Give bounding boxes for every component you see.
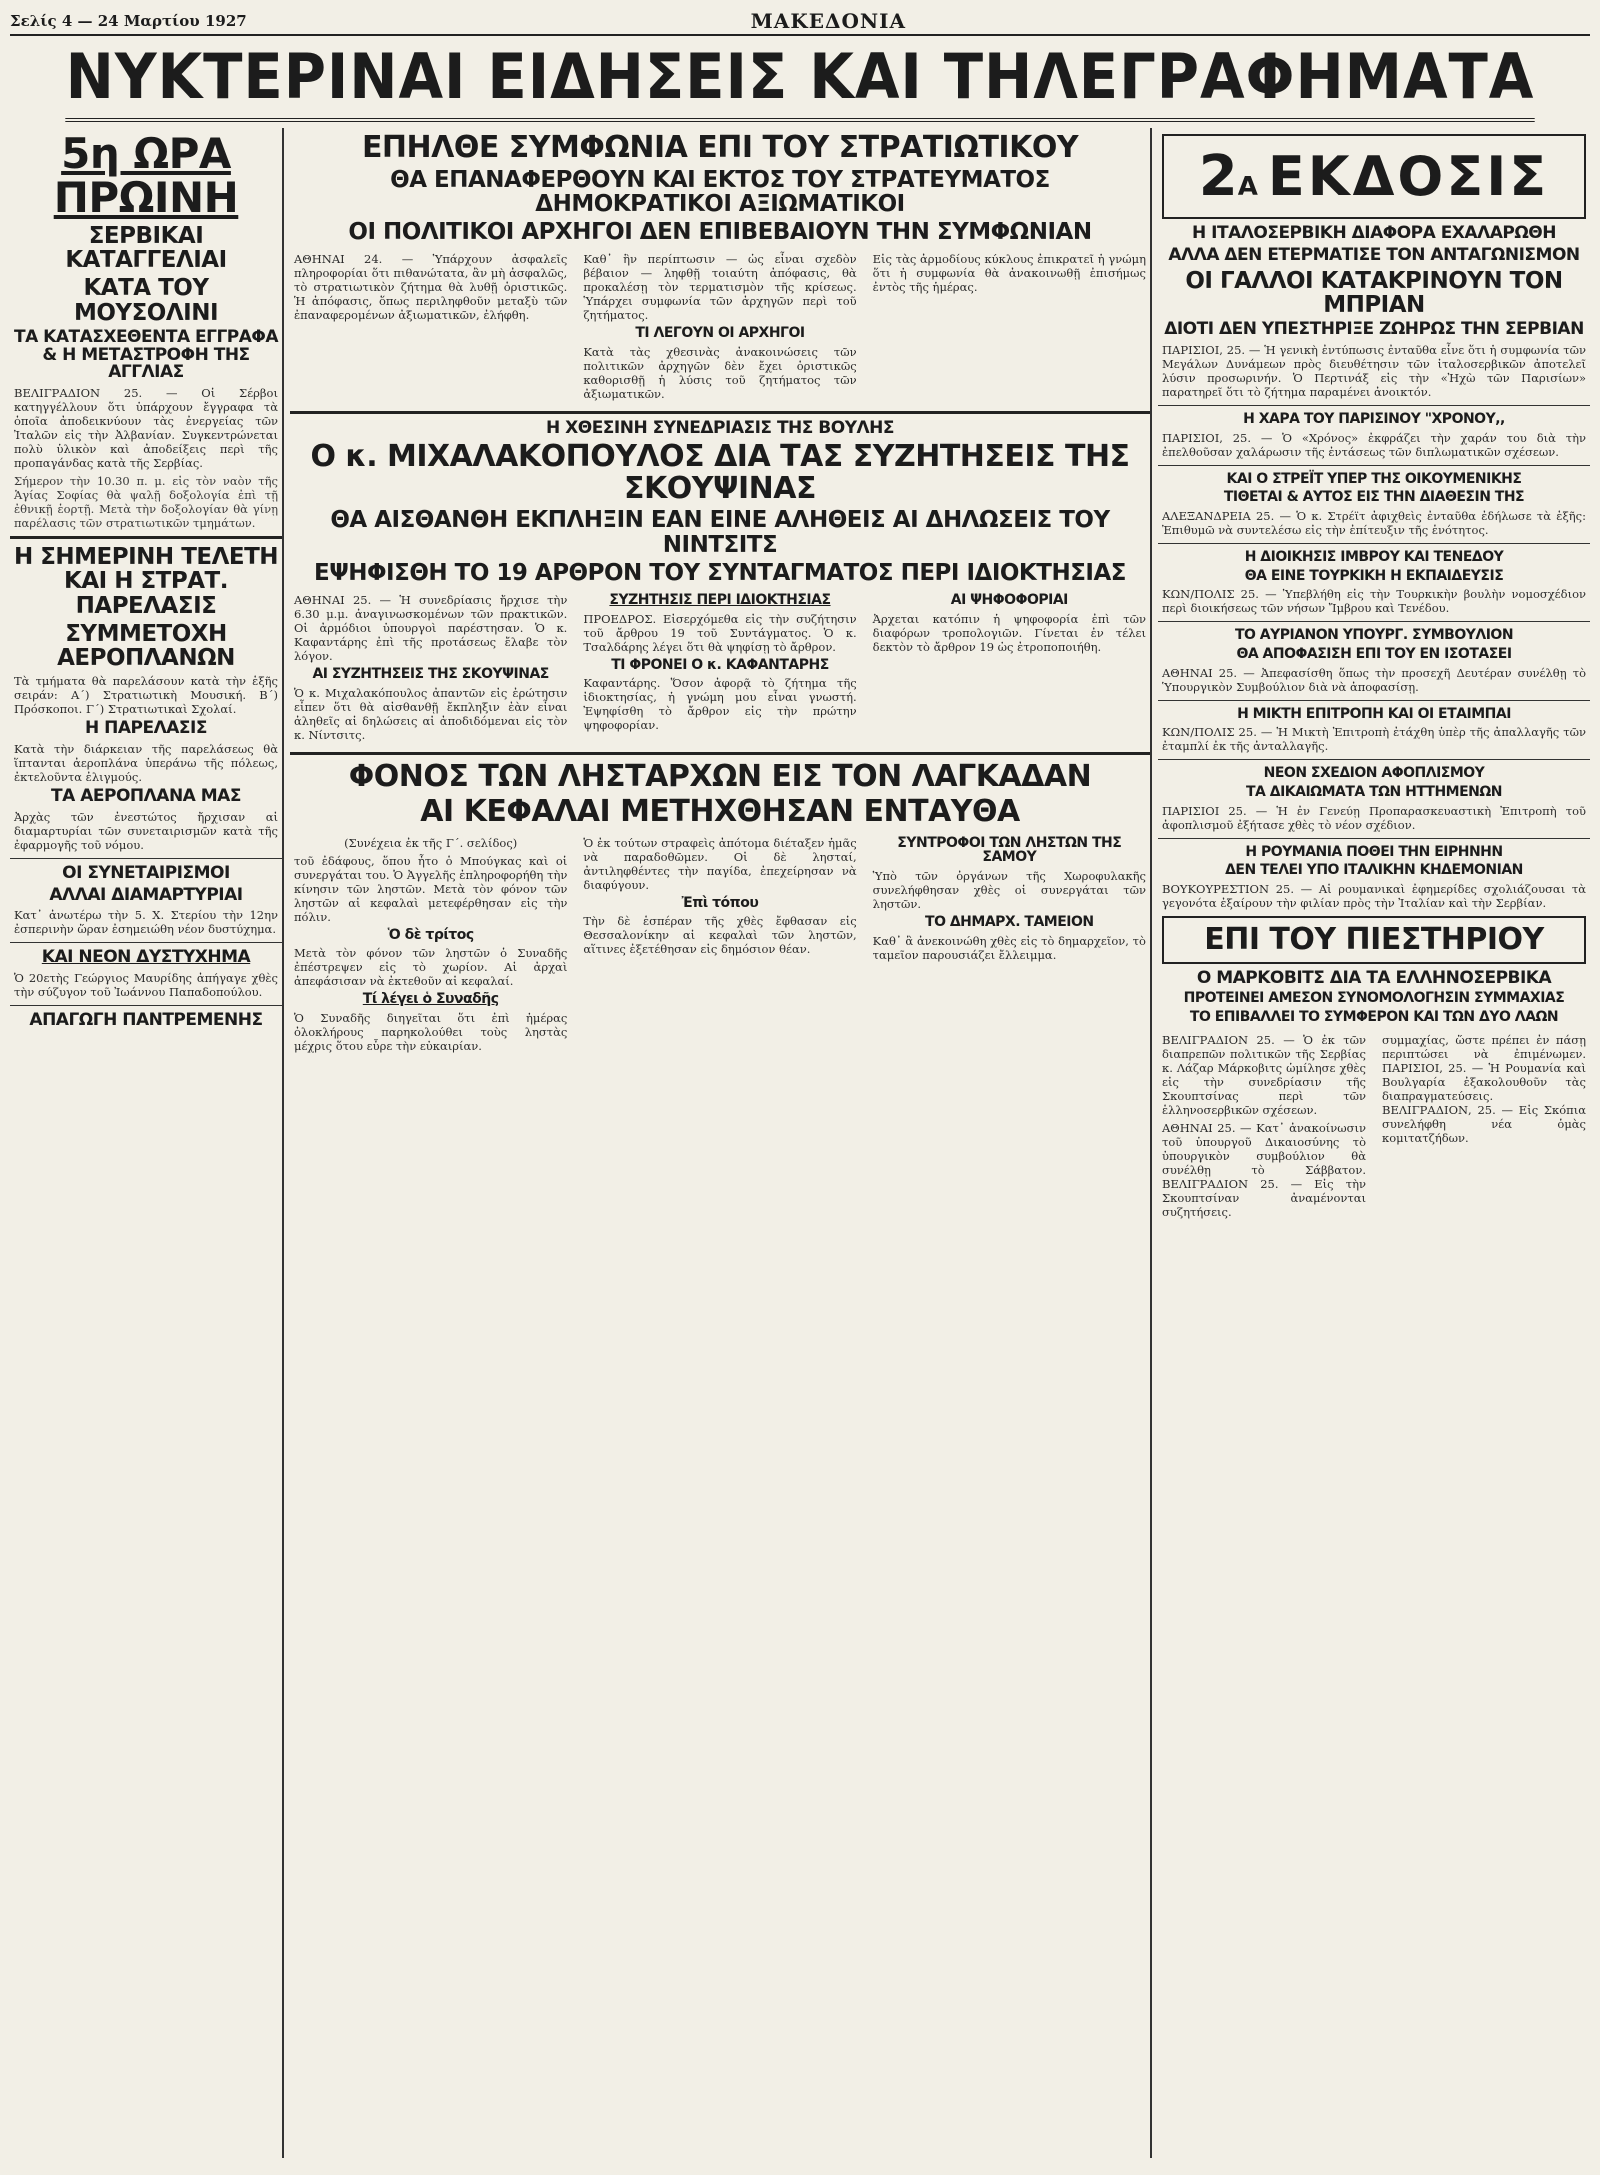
article-columns (290, 248, 1150, 405)
article-text: Ἀρχεται κατόπιν ἡ ψηφοφορία ἐπὶ τῶν διαφόρων τροπολογιῶν. Γίνεται ἐν τέλει δεκτὸν τὸ ἄρθρον 19 ὡς ἐτροποποιήθη. (872, 611, 1146, 654)
article-text: ΠΑΡΙΣΙΟΙ, 25. — Ἡ γενικὴ ἐντύπωσις ἐνταῦθα εἶνε ὅτι ἡ συμφωνία τῶν Μεγάλων Δυνάμεων πρὸς διευθέτησιν τῶν ἰταλοσερβικῶν ἀποτελεῖ λύσιν προσωρινήν. Ὁ Περτινάξ εἰς τὴν «Ἠχὼ τῶν Παρισίων» παρατηρεῖ ὅτι τὸ ζήτημα παραμένει ἀνοικτόν. (1162, 342, 1586, 399)
subheadline: ΤΙΘΕΤΑΙ & ΑΥΤΟΣ ΕΙΣ ΤΗΝ ΔΙΑΘΕΣΙΝ ΤΗΣ (1223, 489, 1525, 506)
headline: Η ΔΙΟΙΚΗΣΙΣ ΙΜΒΡΟΥ ΚΑΙ ΤΕΝΕΔΟΥ (1244, 548, 1504, 565)
subheadline: Τί λέγει ὁ Συναδῆς (362, 991, 499, 1008)
article-text: ΑΘΗΝΑΙ 25. — Ἀπεφασίσθη ὅπως τὴν προσεχῆ Δευτέραν συνέλθῃ τὸ Ὑπουργικὸν Συμβούλιον διὰ νὰ ἀποφασίσῃ. (1162, 665, 1586, 694)
article-text: Τὴν δὲ ἑσπέραν τῆς χθὲς ἔφθασαν εἰς Θεσσαλονίκην αἱ κεφαλαὶ τῶν ληστῶν, αἵτινες ἐξετέθησαν εἰς δημόσιον θέαν. (583, 914, 857, 957)
headline: ΚΑΙ Ο ΣΤΡΕΪΤ ΥΠΕΡ ΤΗΣ ΟΙΚΟΥΜΕΝΙΚΗΣ (1226, 470, 1522, 487)
divider (1158, 700, 1590, 701)
headline: Ο ΜΑΡΚΟΒΙΤΣ ΔΙΑ ΤΑ ΕΛΛΗΝΟΣΕΡΒΙΚΑ (1196, 967, 1552, 988)
article-text: Ὁ Συναδῆς διηγεῖται ὅτι ἐπὶ ἡμέρας ὀλοκλήρους παρηκολούθει τοὺς ληστὰς μέχρις ὅτου εὗρε τὴν εὐκαιρίαν. (294, 1010, 568, 1053)
divider (10, 858, 282, 859)
headline: Ο κ. ΜΙΧΑΛΑΚΟΠΟΥΛΟΣ ΔΙΑ ΤΑΣ ΣΥΖΗΤΗΣΕΙΣ ΤΗΣ ΣΚΟΥΨΙΝΑΣ (310, 439, 1130, 506)
article-text: Καθ᾽ ἃ ἀνεκοινώθη χθὲς εἰς τὸ δημαρχεῖον, τὸ ταμεῖον παρουσιάζει ἔλλειμμα. (872, 933, 1146, 962)
divider (1158, 405, 1590, 406)
subheadline: ΣΥΝΤΡΟΦΟΙ ΤΩΝ ΛΗΣΤΩΝ ΤΗΣ ΣΑΜΟΥ (897, 834, 1122, 866)
subheadline: ΔΕΝ ΤΕΛΕΙ ΥΠΟ ΙΤΑΛΙΚΗΝ ΚΗΔΕΜΟΝΙΑΝ (1225, 862, 1523, 879)
article-text: ΠΑΡΙΣΙΟΙ 25. — Ἡ ἐν Γενεύῃ Προπαρασκευαστικὴ Ἐπιτροπὴ τοῦ ἀφοπλισμοῦ ἐξήτασε χθὲς τὸ νέον σχέδιον. (1162, 803, 1586, 832)
subheadline: ΣΥΖΗΤΗΣΙΣ ΠΕΡΙ ΙΔΙΟΚΤΗΣΙΑΣ (609, 591, 831, 608)
article-text: Ὑπὸ τῶν ὀργάνων τῆς Χωροφυλακῆς συνελήφθησαν χθὲς οἱ συνεργάται τῶν ληστῶν. (872, 868, 1146, 911)
headline: ΣΥΜΜΕΤΟΧΗ ΑΕΡΟΠΛΑΝΩΝ (57, 620, 235, 671)
headline: Η ΡΟΥΜΑΝΙΑ ΠΟΘΕΙ ΤΗΝ ΕΙΡΗΝΗΝ (1245, 843, 1503, 860)
subheadline: ΘΑ ΑΠΟΦΑΣΙΣΗ ΕΠΙ ΤΟΥ ΕΝ ΙΣΟΤΑΣΕΙ (1236, 645, 1512, 662)
article-text: ΑΘΗΝΑΙ 25. — Κατ᾽ ἀνακοίνωσιν τοῦ ὑπουργοῦ Δικαιοσύνης τὸ ὑπουργικὸν συμβούλιον θὰ συνέλθῃ τὸ Σάββατον. ΒΕΛΙΓΡΑΔΙΟΝ 25. — Εἰς τὴν Σκουπτσίναν ἀναμένονται συζητήσεις. (1162, 1120, 1366, 1219)
subheadline: ΤΟ ΔΗΜΑΡΧ. ΤΑΜΕΙΟΝ (925, 913, 1094, 930)
article-text: Τὰ τμήματα θὰ παρελάσουν κατὰ τὴν ἑξῆς σειράν: Α΄) Στρατιωτικὴ Μουσική. Β΄) Πρόσκοποι. Γ΄) Στρατιωτικαὶ Σχολαί. (14, 673, 278, 716)
continuation-note: (Συνέχεια ἐκ τῆς Γ΄. σελίδος) (344, 835, 518, 850)
article-text: ΚΩΝ/ΠΟΛΙΣ 25. — Ἡ Μικτὴ Ἐπιτροπὴ ἐτάχθη ὑπὲρ τῆς ἀπαλλαγῆς τῶν ἐταμπλί ἐκ τῆς ἀνταλλαγῆς. (1162, 725, 1586, 754)
divider (1158, 838, 1590, 839)
article-text: Ὁ 20ετὴς Γεώργιος Μαυρίδης ἀπήγαγε χθὲς τὴν σύζυγον τοῦ Ἰωάννου Παπαδοπούλου. (14, 971, 278, 1000)
headline: ΑΛΛΑ ΔΕΝ ΕΤΕΡΜΑΤΙΣΕ ΤΟΝ ΑΝΤΑΓΩΝΙΣΜΟΝ (1168, 244, 1580, 265)
headline: ΕΠΗΛΘΕ ΣΥΜΦΩΝΙΑ ΕΠΙ ΤΟΥ ΣΤΡΑΤΙΩΤΙΚΟΥ (361, 130, 1079, 165)
kicker: Η ΧΘΕΣΙΝΗ ΣΥΝΕΔΡΙΑΣΙΣ ΤΗΣ ΒΟΥΛΗΣ (545, 417, 895, 438)
subheadline: ΤΙ ΛΕΓΟΥΝ ΟΙ ΑΡΧΗΓΟΙ (635, 324, 805, 341)
article-text: ΒΟΥΚΟΥΡΕΣΤΙΟΝ 25. — Αἱ ρουμανικαὶ ἐφημερίδες σχολιάζουσαι τὰ γεγονότα ἐξαίρουν τὴν φιλίαν πρὸς τὴν Ἰταλίαν καὶ τὴν Σερβίαν. (1162, 882, 1586, 911)
article-columns (1158, 1029, 1590, 1223)
article-text: Ἀρχὰς τῶν ἐνεστώτος ἤρχισαν αἱ διαμαρτυρίαι τῶν συνεταιρισμῶν κατὰ τῆς ἐφαρμογῆς τοῦ νόμου. (14, 809, 278, 852)
subheadline: Ἐπὶ τόπου (681, 894, 759, 911)
subheadline: ΤΑ ΔΙΚΑΙΩΜΑΤΑ ΤΩΝ ΗΤΤΗΜΕΝΩΝ (1245, 784, 1503, 800)
subheadline: ΘΑ ΕΙΝΕ ΤΟΥΡΚΙΚΗ Η ΕΚΠΑΙΔΕΥΣΙΣ (1244, 567, 1504, 584)
article-text: Σήμερον τὴν 10.30 π. μ. εἰς τὸν ναὸν τῆς Ἁγίας Σοφίας θὰ ψαλῇ δοξολογία ἐπὶ τῇ ἐθνικῇ ἑορτῇ. Μετὰ τὴν δοξολογίαν θὰ γίνῃ παρέλασις τῶν στρατιωτικῶν τμημάτων. (14, 474, 278, 531)
article-text: Κατ᾽ ἀνωτέρω τὴν 5. Χ. Στερίου τὴν 12ην ἐσπερινὴν ὥραν ἐσημειώθη νέον δυστύχημα. (14, 908, 278, 937)
left-column (10, 128, 284, 2158)
masthead-strip (10, 8, 1590, 36)
article-text: ΠΑΡΙΣΙΟΙ, 25. — Ὁ «Χρόνος» ἐκφράζει τὴν χαράν του διὰ τὴν ἐπελθοῦσαν χαλάρωσιν τῆς ἐντάσεως τῶν διπλωματικῶν σχέσεων. (1162, 430, 1586, 459)
right-column (1158, 128, 1590, 2158)
divider (10, 942, 282, 943)
article-text: ΑΘΗΝΑΙ 24. — Ὑπάρχουν ἀσφαλεῖς πληροφορίαι ὅτι πιθανώτατα, ἂν μὴ ἀσφαλῶς, τὸ στρατιωτικὸν ζήτημα θὰ λυθῇ ὁριστικῶς. Ἡ ἀπόφασις, ὅπως περιληφθοῦν μεταξὺ τῶν ἐπαναφερομένων ἀξιωματικῶν, ἐλήφθη. (294, 251, 568, 322)
headline: Η ΙΤΑΛΟΣΕΡΒΙΚΗ ΔΙΑΦΟΡΑ ΕΧΑΛΑΡΩΘΗ (1192, 223, 1556, 243)
subheadline: Η ΠΑΡΕΛΑΣΙΣ (85, 717, 207, 738)
article-text: Εἰς τὰς ἀρμοδίους κύκλους ἐπικρατεῖ ἡ γνώμη ὅτι ἡ συμφωνία θὰ ἀνακοινωθῇ ἐπισήμως ἐντὸς τῆς ἡμέρας. (872, 251, 1146, 294)
headline: ΕΠΙ ΤΟΥ ΠΙΕΣΤΗΡΙΟΥ (1204, 922, 1544, 958)
article-text: ΚΩΝ/ΠΟΛΙΣ 25. — Ὑπεβλήθη εἰς τὴν Τουρκικὴν βουλὴν νομοσχέδιον περὶ διοικήσεως τῶν νήσων Ἴμβρου καὶ Τενέδου. (1162, 587, 1586, 616)
headline: ΔΙΟΤΙ ΔΕΝ ΥΠΕΣΤΗΡΙΞΕ ΖΩΗΡΩΣ ΤΗΝ ΣΕΡΒΙΑΝ (1164, 318, 1584, 339)
press-box (1162, 916, 1586, 964)
headline: ΑΠΑΓΩΓΗ ΠΑΝΤΡΕΜΕΝΗΣ (29, 1010, 263, 1031)
subheadline: ΤΟ ΕΠΙΒΑΛΛΕΙ ΤΟ ΣΥΜΦΕΡΟΝ ΚΑΙ ΤΩΝ ΔΥΟ ΛΑΩΝ (1189, 1009, 1559, 1026)
edition-box (1162, 134, 1586, 219)
article-text: Ὁ κ. Μιχαλακόπουλος ἀπαντῶν εἰς ἐρώτησιν εἶπεν ὅτι θὰ αἰσθανθῇ ἔκπληξιν ἐὰν εἶναι ἀληθεῖς αἱ δηλώσεις αἱ ἀποδιδόμεναι εἰς τὸν κ. Νίντσιτς. (294, 685, 568, 742)
headline: ΑΛΛΑΙ ΔΙΑΜΑΡΤΥΡΙΑΙ (49, 884, 243, 905)
article-text: ΒΕΛΙΓΡΑΔΙΟΝ 25. — Ὁ ἐκ τῶν διαπρεπῶν πολιτικῶν τῆς Σερβίας κ. Λάζαρ Μάρκοβιτς ὡμίλησε χθὲς εἰς τὴν συνεδρίασιν τῆς Σκουπτσίνας περὶ τῶν ἑλληνοσερβικῶν σχέσεων. (1162, 1032, 1366, 1117)
article-text: Ὁ ἐκ τούτων στραφεὶς ἀπότομα διέταξεν ἡμᾶς νὰ παραδοθῶμεν. Οἱ δὲ λησταί, ἀντιληφθέντες τὴν παγίδα, ἐπεχείρησαν νὰ διαφύγουν. (583, 835, 857, 892)
section-banner: ΝΥΚΤΕΡΙΝΑΙ ΕΙΔΗΣΕΙΣ ΚΑΙ ΤΗΛΕΓΡΑΦΗΜΑΤΑ (65, 36, 1534, 122)
divider (1158, 543, 1590, 544)
headline: ΚΑΤΑ ΤΟΥ ΜΟΥΣΟΛΙΝΙ (73, 275, 219, 326)
divider (1158, 759, 1590, 760)
subheadline: ΑΙ ΣΥΖΗΤΗΣΕΙΣ ΤΗΣ ΣΚΟΥΨΙΝΑΣ (312, 665, 549, 682)
article-text: ΑΛΕΞΑΝΔΡΕΙΑ 25. — Ὁ κ. Στρέϊτ ἀφιχθεὶς ἐνταῦθα ἐδήλωσε τὰ ἑξῆς: Ἐπιθυμῶ νὰ συντελέσω εἰς τὴν ἐπίτευξιν τῆς ἑνότητος. (1162, 508, 1586, 537)
edition-superscript: Α (1237, 172, 1258, 202)
article-text: ΒΕΛΙΓΡΑΔΙΟΝ 25. — Οἱ Σέρβοι κατηγγέλλουν ὅτι ὑπάρχουν ἔγγραφα τὰ ὁποῖα ἀποδεικνύουν τὰς ἐνεργείας τῶν Ἰταλῶν εἰς τὴν Ἀλβανίαν. Συγκεντρώνεται πολὺ ὑλικὸν καὶ ἀποδείξεις περὶ τῆς προπαγάνδας κατὰ τῆς Σερβίας. (14, 386, 278, 471)
subheadline: ΟΙ ΠΟΛΙΤΙΚΟΙ ΑΡΧΗΓΟΙ ΔΕΝ ΕΠΙΒΕΒΑΙΟΥΝ ΤΗΝ ΣΥΜΦΩΝΙΑΝ (348, 218, 1092, 245)
article-text: Καφαντάρης. Ὅσον ἀφορᾷ τὸ ζήτημα τῆς ἰδιοκτησίας, ἡ γνώμη μου εἶναι γνωστή. Ἐψηφίσθη τὸ ἄρθρον εἰς τὴν πρώτην ψηφοφορίαν. (583, 676, 857, 733)
headline: Η ΜΙΚΤΗ ΕΠΙΤΡΟΠΗ ΚΑΙ ΟΙ ΕΤΑΙΜΠΑΙ (1237, 705, 1511, 722)
paper-name: ΜΑΚΕΔΟΝΙΑ (750, 9, 907, 33)
headline: ΟΙ ΓΑΛΛΟΙ ΚΑΤΑΚΡΙΝΟΥΝ ΤΟΝ ΜΠΡΙΑΝ (1185, 267, 1563, 318)
article-text: Μετὰ τὸν φόνον τῶν ληστῶν ὁ Συναδῆς ἐπέστρεψεν εἰς τὸ χωρίον. Αἱ ἀρχαὶ ἀπεφάσισαν νὰ ἐκτεθοῦν αἱ κεφαλαί. (294, 946, 568, 989)
article-text: ΠΡΟΕΔΡΟΣ. Εἰσερχόμεθα εἰς τὴν συζήτησιν τοῦ ἄρθρου 19 τοῦ Συντάγματος. Ὁ κ. Τσαλδάρης λέγει ὅτι θὰ ψηφίσῃ τὸ ἄρθρον. (583, 611, 857, 654)
headline: Η ΣΗΜΕΡΙΝΗ ΤΕΛΕΤΗ ΚΑΙ Η ΣΤΡΑΤ. ΠΑΡΕΛΑΣΙΣ (13, 544, 279, 619)
divider (1158, 621, 1590, 622)
left-kicker: 5η ΩΡΑ ΠΡΩΙΝΗ (53, 129, 239, 223)
article-columns (290, 589, 1150, 746)
divider (1158, 465, 1590, 466)
divider (10, 536, 282, 539)
subheadline: ΑΙ ΨΗΦΟΦΟΡΙΑΙ (950, 591, 1068, 608)
divider (10, 1005, 282, 1006)
middle-column (290, 128, 1152, 2158)
headline: ΤΟ ΑΥΡΙΑΝΟΝ ΥΠΟΥΡΓ. ΣΥΜΒΟΥΛΙΟΝ (1234, 627, 1514, 644)
headline: ΦΟΝΟΣ ΤΩΝ ΛΗΣΤΑΡΧΩΝ ΕΙΣ ΤΟΝ ΛΑΓΚΑΔΑΝ (348, 758, 1092, 794)
headline: ΟΙ ΣΥΝΕΤΑΙΡΙΣΜΟΙ (62, 862, 230, 883)
article-text: Καθ᾽ ἣν περίπτωσιν — ὡς εἶναι σχεδὸν βέβαιον — ληφθῇ τοιαύτη ἀπόφασις, θὰ προκαλέσῃ τὸν τερματισμὸν τῆς κρίσεως. Ὑπάρχει συμφωνία τῶν ἀρχηγῶν περὶ τοῦ ζητήματος. (583, 251, 857, 322)
subheadline: ΤΙ ΦΡΟΝΕΙ Ο κ. ΚΑΦΑΝΤΑΡΗΣ (611, 656, 829, 673)
subheadline: ΘΑ ΑΙΣΘΑΝΘΗ ΕΚΠΛΗΞΙΝ ΕΑΝ ΕΙΝΕ ΑΛΗΘΕΙΣ ΑΙ ΔΗΛΩΣΕΙΣ ΤΟΥ ΝΙΝΤΣΙΤΣ (330, 507, 1110, 558)
subheadline: ΤΑ ΑΕΡΟΠΛΑΝΑ ΜΑΣ (51, 785, 241, 806)
headline: Η ΧΑΡΑ ΤΟΥ ΠΑΡΙΣΙΝΟΥ "ΧΡΟΝΟΥ,, (1243, 410, 1505, 427)
article-text: Κατὰ τὴν διάρκειαν τῆς παρελάσεως θὰ ἵπτανται ἀεροπλάνα ὑπεράνω τῆς πόλεως, ἐκτελοῦντα ἐλιγμούς. (14, 741, 278, 784)
headline: ΚΑΙ ΝΕΟΝ ΔΥΣΤΥΧΗΜΑ (41, 947, 251, 968)
article-text: τοῦ ἐδάφους, ὅπου ἦτο ὁ Μπούγκας καὶ οἱ συνεργάται του. Ὁ Ἀγγελῆς ἐπληροφορήθη τὴν κίνησιν τῶν ληστῶν. Μετὰ τὸν φόνον τῶν ληστῶν αἱ κεφαλαὶ μετεφέρθησαν εἰς τὴν πόλιν. (294, 853, 568, 924)
subheadline: ΤΑ ΚΑΤΑΣΧΕΘΕΝΤΑ ΕΓΓΡΑΦΑ & Η ΜΕΤΑΣΤΡΟΦΗ ΤΗΣ ΑΓΓΛΙΑΣ (13, 326, 279, 383)
article-text: Κατὰ τὰς χθεσινὰς ἀνακοινώσεις τῶν πολιτικῶν ἀρχηγῶν δὲν ἔχει ὁριστικῶς καθορισθῇ ἡ λύσις τοῦ ζητήματος τῶν ἀξιωματικῶν. (583, 344, 857, 401)
subheadline: Ὁ δὲ τρίτος (387, 926, 474, 943)
article-columns (290, 832, 1150, 1057)
headline: ΑΙ ΚΕΦΑΛΑΙ ΜΕΤΗΧΘΗΣΑΝ ΕΝΤΑΥΘΑ (420, 794, 1020, 830)
article-text: ΑΘΗΝΑΙ 25. — Ἡ συνεδρίασις ἤρχισε τὴν 6.30 μ.μ. ἀναγινωσκομένων τῶν πρακτικῶν. Οἱ ἀρμόδιοι ὑπουργοὶ παρέστησαν. Ὁ κ. Καφαντάρης ἐπὶ τῆς προτάσεως ἔλαβε τὸν λόγον. (294, 592, 568, 663)
article-text: συμμαχίας, ὥστε πρέπει ἐν πάσῃ περιπτώσει νὰ ἐπιμένωμεν. ΠΑΡΙΣΙΟΙ, 25. — Ἡ Ρουμανία καὶ Βουλγαρία ἐξακολουθοῦν τὰς διαπραγματεύσεις. ΒΕΛΙΓΡΑΔΙΟΝ, 25. — Εἰς Σκόπια συνελήφθη νέα ὁμὰς κομιτατζήδων. (1382, 1032, 1586, 1145)
newspaper-page (10, 8, 1590, 2158)
edition-word: ΕΚΔΟΣΙΣ (1267, 145, 1550, 208)
edition-number: 2 (1198, 144, 1238, 209)
headline: ΣΕΡΒΙΚΑΙ ΚΑΤΑΓΓΕΛΙΑΙ (65, 223, 227, 274)
headline: ΝΕΟΝ ΣΧΕΔΙΟΝ ΑΦΟΠΛΙΣΜΟΥ (1263, 765, 1485, 782)
subheadline: ΘΑ ΕΠΑΝΑΦΕΡΘΟΥΝ ΚΑΙ ΕΚΤΟΣ ΤΟΥ ΣΤΡΑΤΕΥΜΑΤΟΣ ΔΗΜΟΚΡΑΤΙΚΟΙ ΑΞΙΩΜΑΤΙΚΟΙ (390, 166, 1050, 217)
page-date: Σελίς 4 — 24 Μαρτίου 1927 (10, 12, 247, 30)
subheadline: ΠΡΟΤΕΙΝΕΙ ΑΜΕΣΟΝ ΣΥΝΟΜΟΛΟΓΗΣΙΝ ΣΥΜΜΑΧΙΑΣ (1183, 990, 1565, 1007)
divider (290, 411, 1150, 414)
edition-label (1168, 144, 1580, 209)
subheadline: ΕΨΗΦΙΣΘΗ ΤΟ 19 ΑΡΘΡΟΝ ΤΟΥ ΣΥΝΤΑΓΜΑΤΟΣ ΠΕΡΙ ΙΔΙΟΚΤΗΣΙΑΣ (314, 559, 1126, 586)
divider (290, 752, 1150, 755)
